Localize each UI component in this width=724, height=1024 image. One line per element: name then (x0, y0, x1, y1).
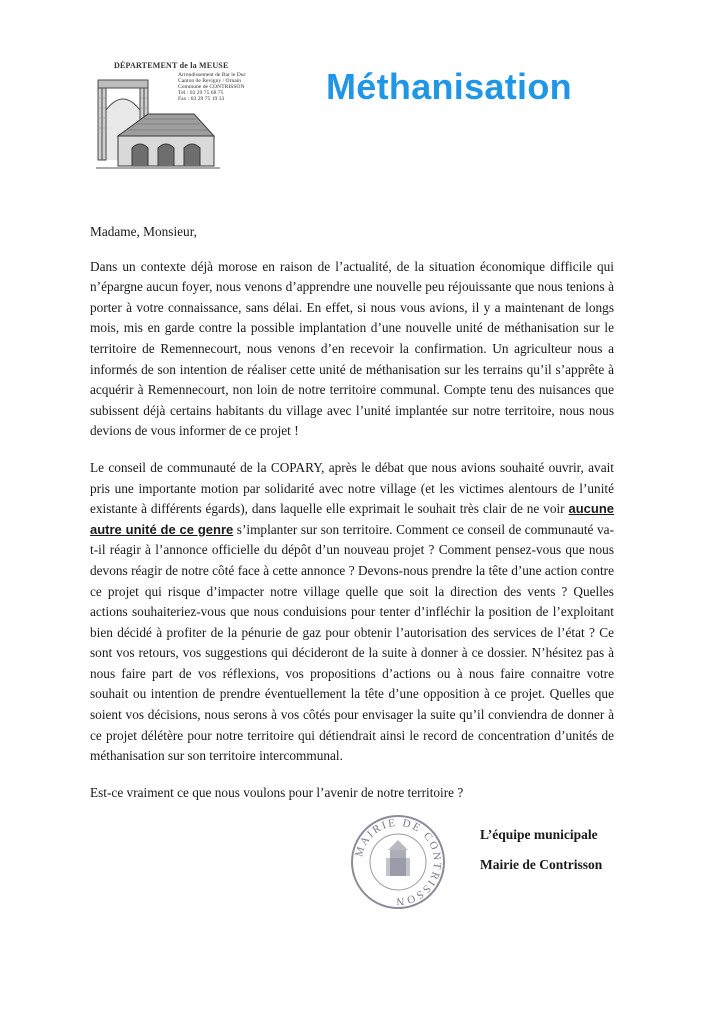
signature-block (480, 820, 602, 880)
salutation: Madame, Monsieur, (90, 224, 197, 239)
document-title: Méthanisation (326, 66, 572, 107)
letterhead-phone: Tél : 03 29 75 68 75 (178, 90, 224, 97)
letterhead-canton: Canton de Revigny / Ornain (178, 77, 242, 84)
department-name: DÉPARTEMENT de la MEUSE (114, 61, 229, 70)
letterhead-commune: Commune de CONTRISSON (178, 84, 245, 91)
letterhead (96, 58, 256, 176)
emphasized-phrase: aucune autre unité de ce genre (90, 501, 614, 537)
svg-text:MAIRIE DE CONTRISSON: MAIRIE DE CONTRISSON (353, 816, 444, 908)
paragraph-3: Est-ce vraiment ce que nous voulons pour l’avenir de notre territoire ? (90, 784, 464, 800)
letterhead-fax: Fax : 03 29 75 19 33 (178, 96, 225, 103)
letterhead-text (114, 61, 258, 103)
paragraph-2 (90, 458, 614, 767)
letterhead-arrondissement: Arrondissement de Bar le Duc (178, 71, 247, 78)
paragraph-2-part-1: Le conseil de communauté de la COPARY, après le débat que nous avions souhaité ouvrir, avait pris une importante motion par solidarité avec notre village (et les victimes alentours de l’unité existante à différents égards), dans laquelle elle exprimait le souhait très clair de ne voir (90, 459, 614, 517)
paragraph-2-part-2: s’implanter sur son territoire. Comment ce conseil de communauté va-t-il réagir à l’annonce officielle du dépôt d’un nouveau projet ? Comment pensez-vous que nous devons réagir de notre côté face à cette annonce ? Devons-nous prendre la tête d’une action contre ce projet qui risque d’impacter notre village quelle que soit la direction des vents ? Quelles actions souhaiteriez-vous que nous conduisions pour tenter d’infléchir la position de l’exploitant bien décidé à profiter de la pénurie de gaz pour obtenir l’autorisation des services de l’état ? Ce sont vos retours, vos suggestions qui décideront de la suite à donner à ce dossier. N’hésitez pas à nous faire part de vos réflexions, vos propositions d’actions ou à nous faire connaitre votre souhait ou intention de prendre éventuellement la tête d’une opposition à ce projet. Quelles que soient vos décisions, nous serons à vos côtés pour envisager la suite qu’il conviendra de donner à ce projet délétère pour notre territoire qui détiendrait ainsi le record de concentration d’unités de méthanisation sur son territoire intercommunal. (90, 521, 614, 764)
mairie-stamp (348, 812, 448, 912)
paragraph-1: Dans un contexte déjà morose en raison de l’actualité, de la situation économique difficile qui n’épargne aucun foyer, nous venons d’apprendre une nouvelle peu réjouissante que nous tenions à porter à votre connaissance, sans délai. En effet, si nous vous avions, il y a maintenant de longs mois, mis en garde contre la possible implantation d’une nouvelle unité de méthanisation sur le territoire de Remennecourt, nous venons d’en recevoir la confirmation. Un agriculteur nous a informés de son intention de réaliser cette unité de méthanisation sur les terrains qu’il s’apprête à acquérir à Remennecourt, non loin de notre territoire communal. Compte tenu des nuisances que subissent déjà certains habitants du village avec l’unité implantée sur notre territoire, nous nous devions de vous informer de ce projet ! (90, 258, 614, 439)
letter-body (90, 222, 614, 819)
signature-team: L’équipe municipale (480, 827, 598, 842)
signature-mairie: Mairie de Contrisson (480, 857, 603, 872)
